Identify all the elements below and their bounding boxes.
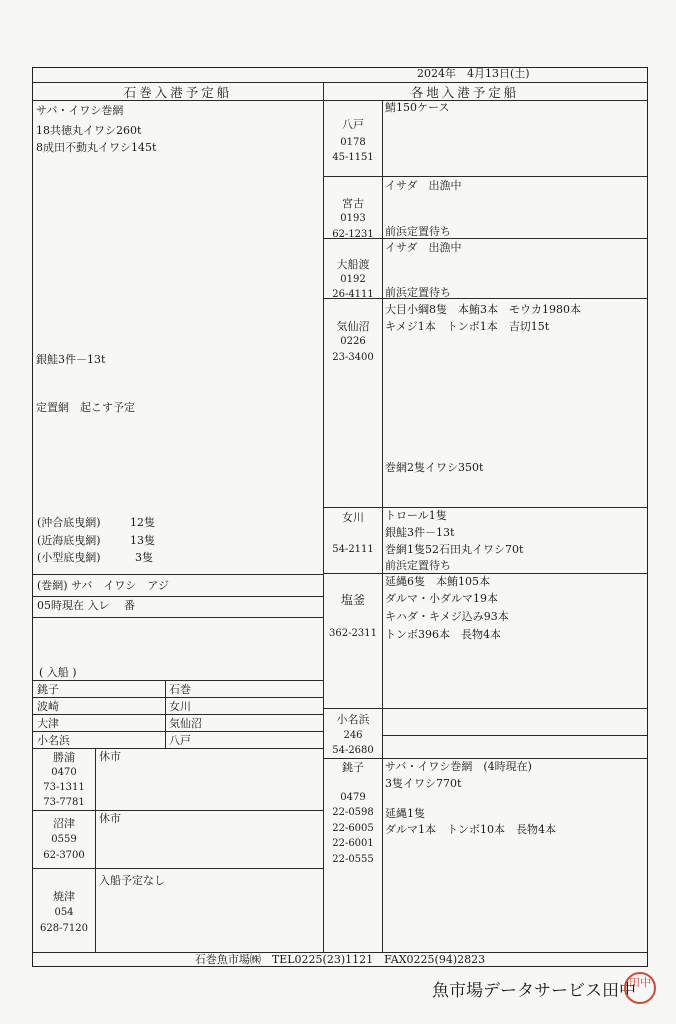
divider — [33, 868, 323, 869]
port-code: 054 — [54, 907, 74, 918]
iri-destination: 石巻 — [169, 683, 191, 696]
divider — [33, 810, 323, 811]
port-tel: 45-1151 — [332, 152, 374, 163]
port-line: ダルマ1本 トンボ10本 長物4本 — [385, 823, 556, 836]
port-line: サバ・イワシ巻網 (4時現在) — [385, 760, 532, 773]
port-name: 大船渡 — [336, 258, 370, 271]
port-line: 鯖150ケース — [385, 101, 450, 114]
seal-stamp: 田中 — [624, 972, 656, 1004]
iri-origin: 銚子 — [37, 683, 59, 696]
port-code: 0178 — [340, 137, 366, 148]
divider — [33, 714, 323, 715]
trawl-count: 3隻 — [135, 551, 153, 564]
port-line: キハダ・キメジ込み93本 — [385, 610, 509, 623]
brand-name: 魚市場データサービス田中 — [432, 981, 636, 1001]
port-info: 休市 — [99, 812, 121, 825]
port-tel: 22-6001 — [332, 838, 374, 849]
port-tel: 54-2111 — [332, 544, 374, 555]
port-tel: 628-7120 — [40, 923, 88, 934]
port-tel: 73-7781 — [43, 797, 85, 808]
port-code: 0470 — [51, 767, 77, 778]
port-tel: 73-1311 — [43, 782, 85, 793]
port-name: 銚子 — [342, 761, 364, 774]
port-line: ダルマ・小ダルマ19本 — [385, 592, 498, 605]
port-line: 延縄6隻 本鮪105本 — [385, 575, 490, 588]
report-date: 2024年 4月13日(土) — [417, 67, 530, 80]
iri-origin: 小名浜 — [37, 734, 70, 747]
port-tel: 62-3700 — [43, 850, 85, 861]
left-port-divider — [95, 748, 96, 952]
divider — [323, 708, 647, 709]
trawl-count: 13隻 — [130, 534, 155, 547]
divider — [33, 82, 647, 83]
divider — [33, 731, 323, 732]
divider — [382, 735, 647, 736]
trawl-count: 12隻 — [130, 516, 155, 529]
port-code: 0559 — [51, 834, 77, 845]
divider — [323, 573, 647, 574]
port-line: 延縄1隻 — [385, 807, 425, 820]
port-name: 女川 — [342, 511, 364, 524]
ishinomaki-line: 定置網 起こす予定 — [36, 401, 135, 414]
port-name: 小名浜 — [336, 713, 370, 726]
port-tel: 62-1231 — [332, 229, 374, 240]
divider — [33, 617, 323, 618]
divider — [323, 298, 647, 299]
port-line: 大目小綱8隻 本鮪3本 モウカ1980本 — [385, 303, 581, 316]
right-header: 各地入港予定船 — [410, 85, 520, 100]
main-divider — [323, 82, 324, 952]
port-name: 沼津 — [53, 817, 75, 830]
ishinomaki-line: サバ・イワシ巻網 — [36, 104, 124, 117]
port-tel: 22-0555 — [332, 854, 374, 865]
ishinomaki-line: 18共徳丸イワシ260t — [36, 124, 142, 137]
iri-title: ( 入船 ) — [39, 666, 77, 679]
divider — [323, 238, 647, 239]
port-line: 巻網2隻イワシ350t — [385, 461, 484, 474]
iri-destination: 八戸 — [169, 734, 191, 747]
port-divider — [382, 100, 383, 952]
iri-destination: 気仙沼 — [169, 717, 202, 730]
port-tel: 362-2311 — [329, 628, 377, 639]
port-name: 八戸 — [342, 118, 364, 131]
port-name: 宮古 — [342, 197, 364, 210]
port-line: 前浜定置待ち — [385, 559, 451, 572]
port-line: イサダ 出漁中 — [385, 179, 462, 192]
port-line: 前浜定置待ち — [385, 225, 451, 238]
ishinomaki-line: 8成田不動丸イワシ145t — [36, 141, 157, 154]
port-info: 休市 — [99, 750, 121, 763]
divider — [33, 596, 323, 597]
port-code: 246 — [343, 730, 363, 741]
divider — [33, 680, 323, 681]
port-line: 巻網1隻52石田丸イワシ70t — [385, 543, 524, 556]
port-name: 気仙沼 — [336, 320, 370, 333]
port-line: 前浜定置待ち — [385, 286, 451, 299]
divider — [33, 574, 323, 575]
port-code: 0193 — [340, 213, 366, 224]
ishinomaki-line: 銀鮭3件－13t — [36, 353, 106, 366]
port-line: キメジ1本 トンボ1本 吉切15t — [385, 320, 550, 333]
divider — [33, 100, 647, 101]
port-tel: 23-3400 — [332, 352, 374, 363]
divider — [323, 507, 647, 508]
left-header: 石巻入港予定船 — [123, 85, 233, 100]
divider — [323, 176, 647, 177]
port-info: 入船予定なし — [99, 874, 165, 887]
divider — [33, 748, 323, 749]
port-tel: 26-4111 — [332, 289, 374, 300]
trawl-label: (小型底曳網) — [37, 551, 101, 564]
seine-title: (巻網) サバ イワシ アジ — [37, 579, 169, 592]
divider — [323, 758, 647, 759]
port-tel: 54-2680 — [332, 745, 374, 756]
iri-origin: 大津 — [37, 717, 59, 730]
iri-destination: 女川 — [169, 700, 191, 713]
port-code: 0192 — [340, 274, 366, 285]
port-tel: 22-6005 — [332, 823, 374, 834]
port-line: 3隻イワシ770t — [385, 777, 462, 790]
port-line: トンボ396本 長物4本 — [385, 628, 501, 641]
port-name: 塩釜 — [340, 593, 366, 607]
port-line: トロール1隻 — [385, 509, 447, 522]
port-name: 焼津 — [53, 890, 75, 903]
footer-contact: 石巻魚市場㈱ TEL0225(23)1121 FAX0225(94)2823 — [194, 953, 486, 966]
port-code: 0226 — [340, 336, 366, 347]
port-name: 勝浦 — [53, 751, 75, 764]
seine-status: 05時現在 入レ 番 — [37, 599, 135, 612]
port-line: 銀鮭3件－13t — [385, 526, 455, 539]
port-tel: 22-0598 — [332, 807, 374, 818]
divider — [33, 697, 323, 698]
port-line: イサダ 出漁中 — [385, 241, 462, 254]
port-code: 0479 — [340, 792, 366, 803]
report-sheet — [32, 67, 648, 967]
iri-origin: 波崎 — [37, 700, 59, 713]
trawl-label: (近海底曳網) — [37, 534, 101, 547]
trawl-label: (沖合底曳網) — [37, 516, 101, 529]
